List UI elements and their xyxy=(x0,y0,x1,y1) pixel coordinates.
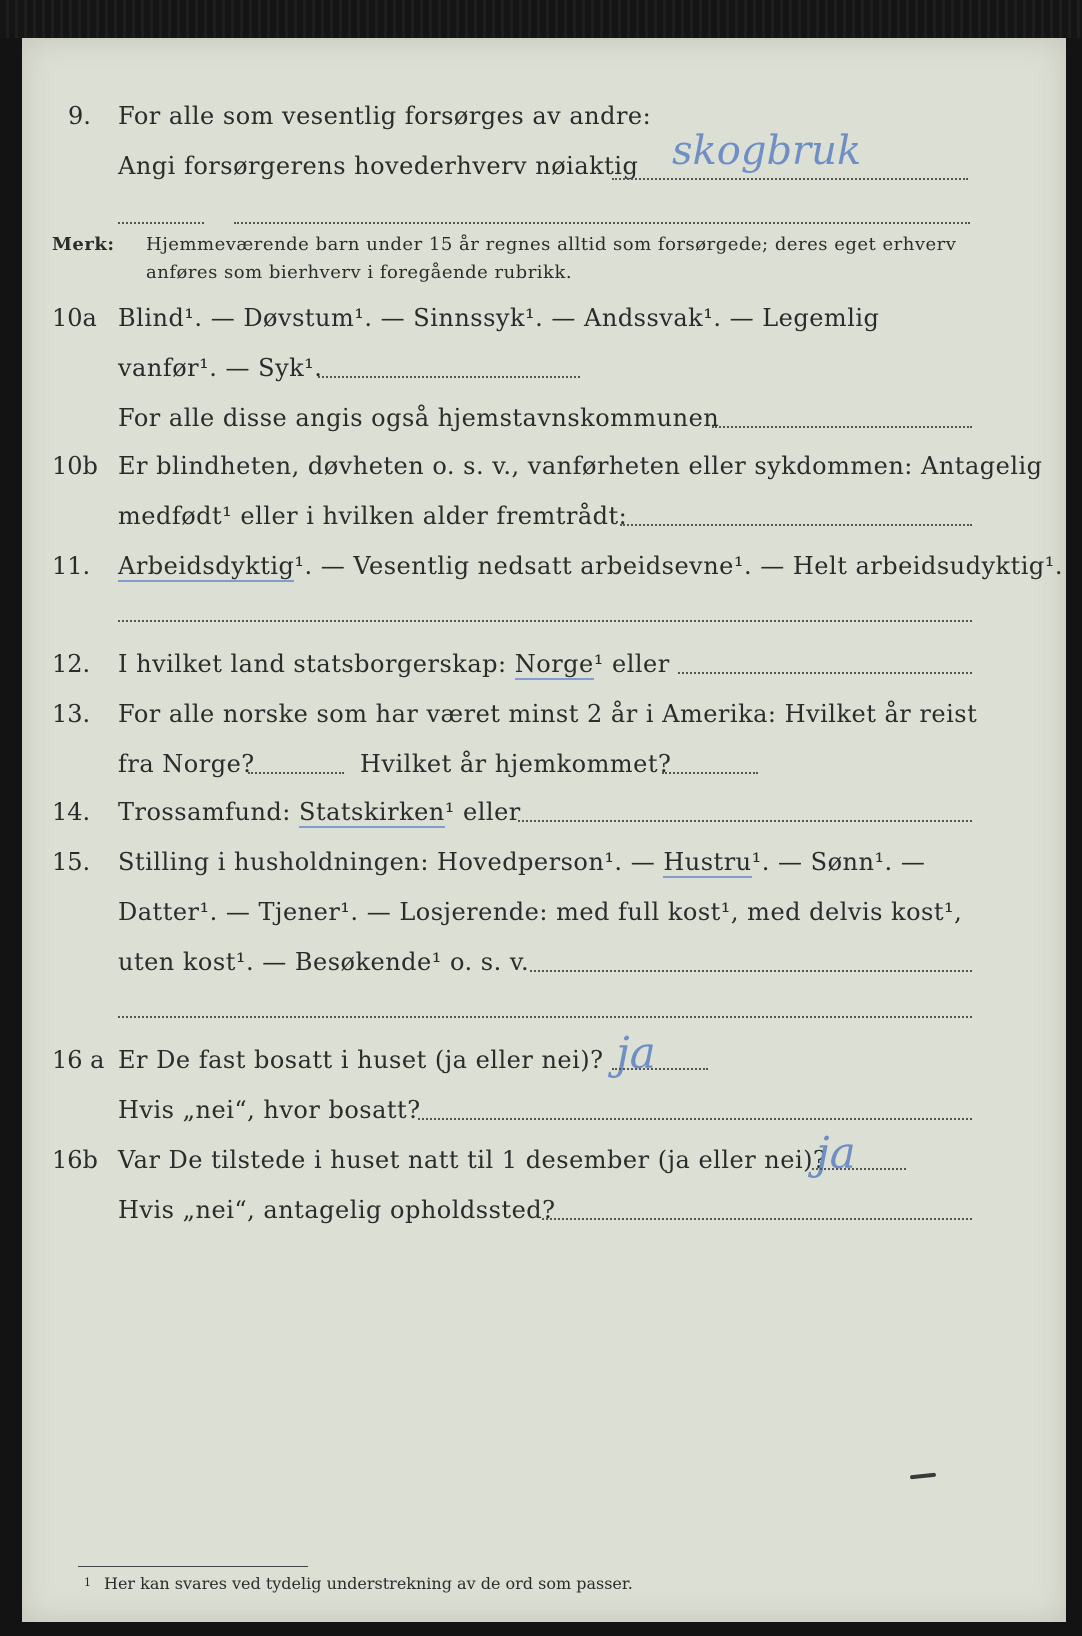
q13-return-year-line xyxy=(662,772,758,774)
q13-text-2a: fra Norge? xyxy=(118,750,255,778)
q16a-handwritten-answer: ja xyxy=(616,1028,656,1079)
q16a-number: 16 a xyxy=(52,1046,105,1074)
q13-number: 13. xyxy=(52,700,91,728)
q10a-number: 10a xyxy=(52,304,97,332)
q15-text-2: Datter¹. — Tjener¹. — Losjerende: med full kost¹, med delvis kost¹, xyxy=(118,898,963,926)
q16b-text-2: Hvis „nei“, antagelig opholdssted? xyxy=(118,1196,556,1224)
q10a-answer-line xyxy=(318,376,580,378)
q14-text xyxy=(118,798,521,826)
q9-number: 9. xyxy=(68,102,91,130)
q11-text xyxy=(118,552,1063,580)
q16b-handwritten-answer: ja xyxy=(816,1128,856,1179)
q15-text-3: uten kost¹. — Besøkende¹ o. s. v. xyxy=(118,948,530,976)
q15-text-1a: Stilling i husholdningen: Hovedperson¹. — xyxy=(118,848,656,876)
q9-extra-line-left xyxy=(118,222,204,224)
q14-answer-line xyxy=(518,820,972,822)
q12-underlined-answer: Norge xyxy=(514,650,594,678)
q10b-answer-line xyxy=(620,524,972,526)
q15-extra-line xyxy=(118,1016,972,1018)
q16a-answer-line xyxy=(612,1068,708,1070)
q9-text: For alle som vesentlig forsørges av andre: xyxy=(118,102,652,130)
q10a-text-2: vanfør¹. — Syk¹. xyxy=(118,354,323,382)
q16a-text-2: Hvis „nei“, hvor bosatt? xyxy=(118,1096,421,1124)
q11-underlined-answer: Arbeidsdyktig xyxy=(118,552,295,580)
q9-extra-line-right xyxy=(234,222,970,224)
q14-underlined-answer: Statskirken xyxy=(299,798,445,826)
q9-occupation-label: Angi forsørgerens hovederhverv nøiaktig xyxy=(118,152,639,180)
q12-text-before: I hvilket land statsborgerskap: xyxy=(118,650,507,678)
q16b-number: 16b xyxy=(52,1146,98,1174)
q13-left-year-line xyxy=(248,772,344,774)
q10a-text-1: Blind¹. — Døvstum¹. — Sinnssyk¹. — Andssvak¹. — Legemlig xyxy=(118,304,880,332)
pencil-mark xyxy=(910,1473,936,1480)
merk-label: Merk: xyxy=(52,234,115,255)
q16a-residence-line xyxy=(418,1118,972,1120)
q15-number: 15. xyxy=(52,848,91,876)
q14-text-before: Trossamfund: xyxy=(118,798,291,826)
q9-handwritten-answer: skogbruk xyxy=(672,128,862,174)
scan-border xyxy=(0,0,1082,38)
footnote-rule xyxy=(78,1566,308,1567)
q12-text xyxy=(118,650,670,678)
q15-answer-line xyxy=(530,970,972,972)
q16b-answer-line xyxy=(812,1168,906,1170)
q12-text-after: ¹ eller xyxy=(593,650,670,678)
q15-text-1 xyxy=(118,848,925,876)
q11-text-rest: ¹. — Vesentlig nedsatt arbeidsevne¹. — Helt arbeidsudyktig¹. xyxy=(294,552,1064,580)
q12-number: 12. xyxy=(52,650,91,678)
q16b-text-1: Var De tilstede i huset natt til 1 desember (ja eller nei)? xyxy=(118,1146,827,1174)
merk-text-1: Hjemmeværende barn under 15 år regnes alltid som forsørgede; deres eget erhverv xyxy=(146,234,957,255)
q11-extra-line xyxy=(118,620,972,622)
q14-text-after: ¹ eller xyxy=(444,798,521,826)
q16b-location-line xyxy=(542,1218,972,1220)
q14-number: 14. xyxy=(52,798,91,826)
census-form-page xyxy=(22,38,1066,1622)
q9-answer-line xyxy=(612,178,968,180)
merk-text-2: anføres som bierhverv i foregående rubrikk. xyxy=(146,262,573,283)
q16a-text-1: Er De fast bosatt i huset (ja eller nei)? xyxy=(118,1046,604,1074)
q10b-text-2: medfødt¹ eller i hvilken alder fremtrådt: xyxy=(118,502,628,530)
q13-text-2b: Hvilket år hjemkommet? xyxy=(360,750,672,778)
q15-text-1b: ¹. — Sønn¹. — xyxy=(751,848,926,876)
q10a-home-line xyxy=(712,426,972,428)
q10b-text-1: Er blindheten, døvheten o. s. v., vanførheten eller sykdommen: Antagelig xyxy=(118,452,1043,480)
q10a-text-3: For alle disse angis også hjemstavnskommunen xyxy=(118,404,720,432)
q15-underlined-answer: Hustru xyxy=(663,848,752,876)
footnote-text: Her kan svares ved tydelig understrekning av de ord som passer. xyxy=(104,1574,633,1593)
footnote-marker: 1 xyxy=(84,1576,91,1589)
q13-text-1: For alle norske som har været minst 2 år i Amerika: Hvilket år reist xyxy=(118,700,978,728)
q10b-number: 10b xyxy=(52,452,98,480)
q11-number: 11. xyxy=(52,552,91,580)
q12-answer-line xyxy=(678,672,972,674)
